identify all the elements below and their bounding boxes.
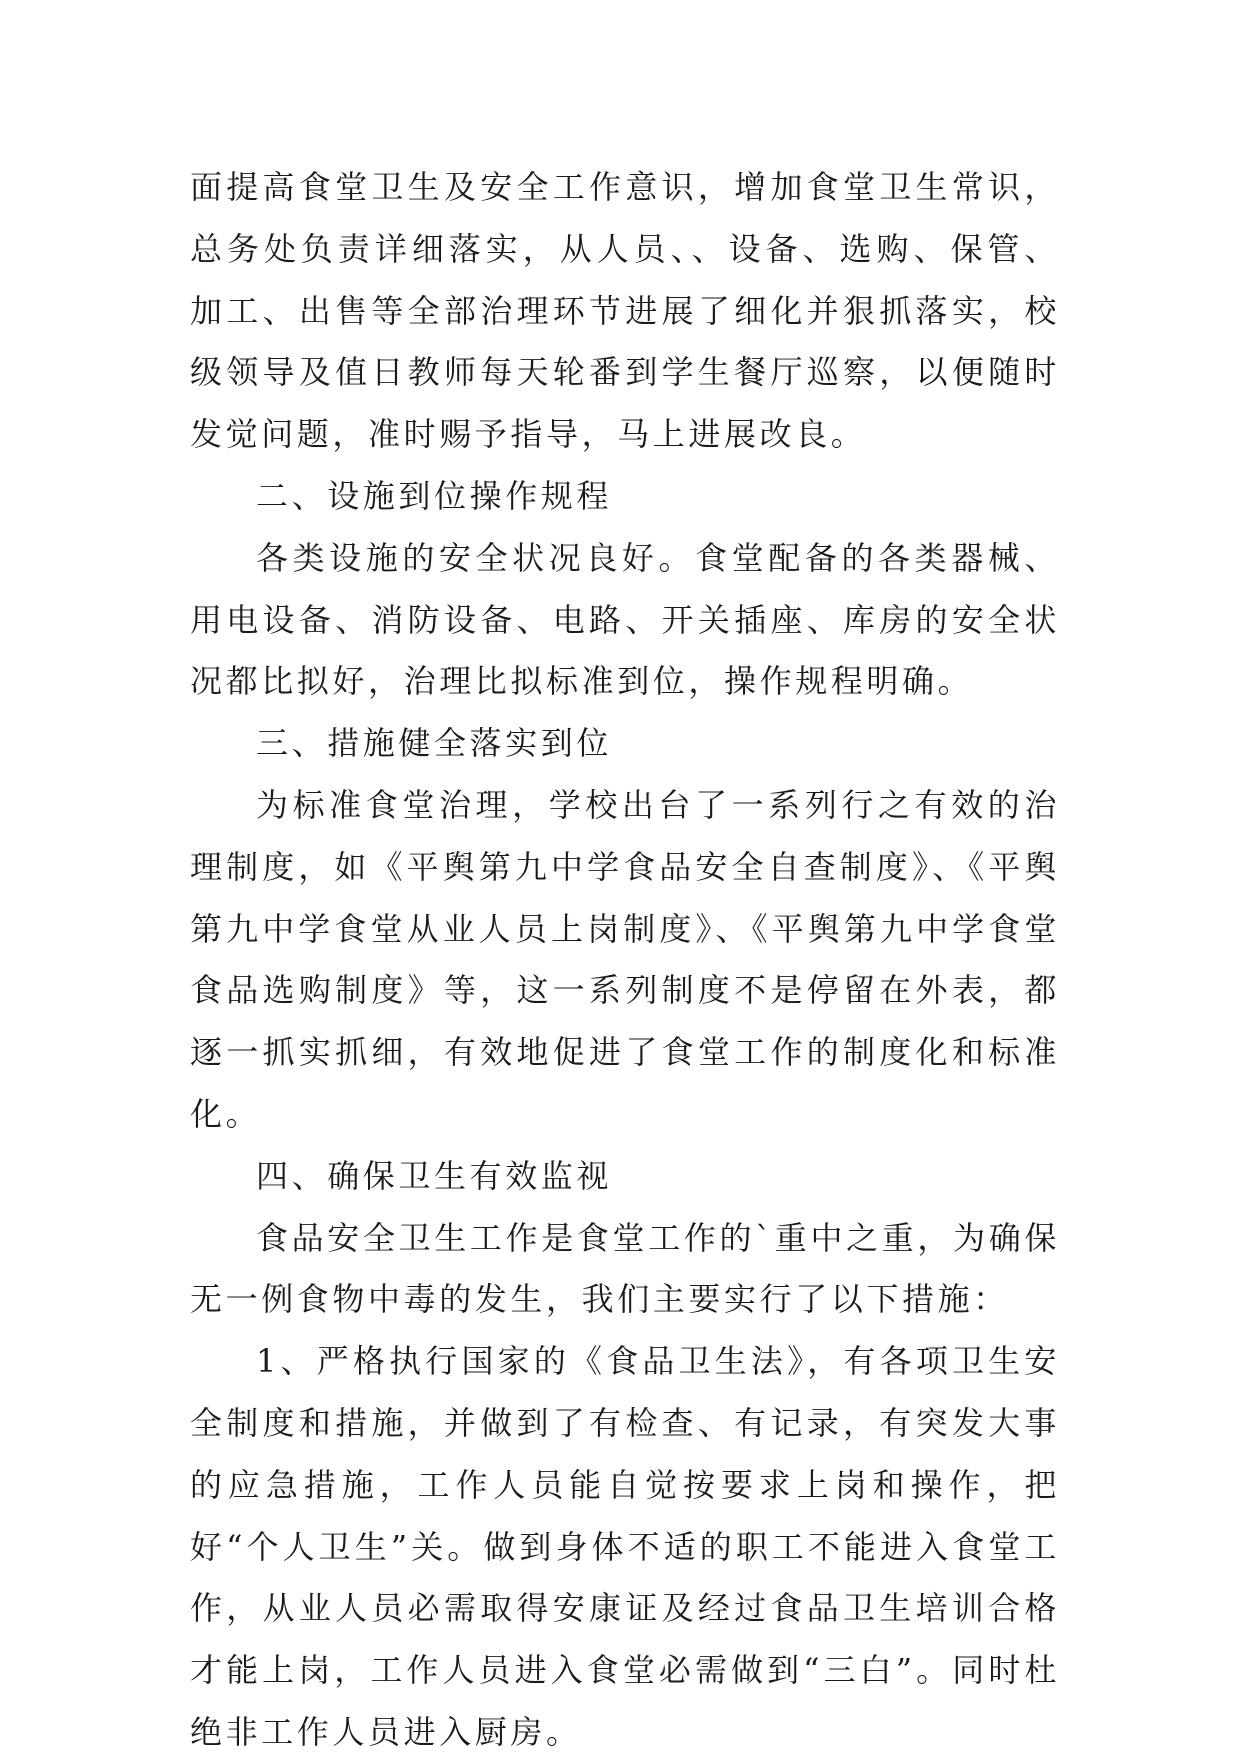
section-heading-hygiene: 四、确保卫生有效监视 — [256, 1156, 613, 1195]
section-heading-facilities: 二、设施到位操作规程 — [256, 476, 613, 515]
paragraph-measures: 为标准食堂治理，学校出台了一系列行之有效的治理制度，如《平舆第九中学食品安全自查制度》、《平舆第九中学食堂从业人员上岗制度》、《平舆第九中学食堂食品选购制度》等，这一系列制度不是停留在外表，都逐一抓实抓细，有效地促进了食堂工作的制度化和标准化。 — [190, 785, 1060, 1133]
paragraph-hygiene: 食品安全卫生工作是食堂工作的`重中之重，为确保无一例食物中毒的发生，我们主要实行了以下措施： — [190, 1218, 1060, 1319]
document-body — [190, 157, 1060, 1764]
paragraph-facilities: 各类设施的安全状况良好。食堂配备的各类器械、用电设备、消防设备、电路、开关插座、库房的安全状况都比拟好，治理比拟标准到位，操作规程明确。 — [190, 538, 1060, 701]
paragraph-item-1: 1、严格执行国家的《食品卫生法》，有各项卫生安全制度和措施，并做到了有检查、有记录，有突发大事的应急措施，工作人员能自觉按要求上岗和操作，把好“个人卫生”关。做到身体不适的职工不能进入食堂工作，从业人员必需取得安康证及经过食品卫生培训合格才能上岗，工作人员进入食堂必需做到“三白”。同时杜绝非工作人员进入厨房。 — [190, 1342, 1060, 1751]
paragraph-intro: 面提高食堂卫生及安全工作意识，增加食堂卫生常识，总务处负责详细落实，从人员、、设备、选购、保管、加工、出售等全部治理环节进展了细化并狠抓落实，校级领导及值日教师每天轮番到学生餐厅巡察，以便随时发觉问题，准时赐予指导，马上进展改良。 — [190, 168, 1060, 454]
section-heading-measures: 三、措施健全落实到位 — [256, 724, 613, 763]
